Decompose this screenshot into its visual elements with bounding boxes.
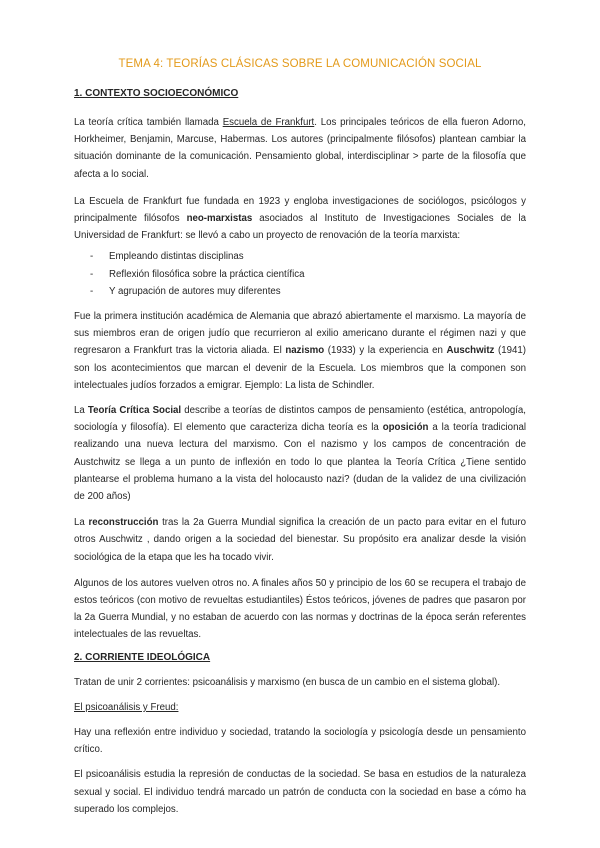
document-body [74,86,526,818]
list-item: - Empleando distintas disciplinas [90,251,244,263]
paragraph: Tratan de unir 2 corrientes: psicoanálisis y marxismo (en busca de un cambio en el sistema global). [74,676,501,688]
frankfurt-link: Escuela de Frankfurt [222,117,315,128]
subheading: El psicoanálisis y Freud: [74,701,179,713]
paragraph: La Escuela de Frankfurt fue fundada en 1923 y engloba investigaciones de sociólogos, psicólogos y principalmente filósofos neo-marxistas asociados al Instituto de Investigaciones Sociales de la Universidad de Frankfurt: se llevó a cabo un proyecto de renovación de la teoría marxista: [74,195,526,242]
section-1-heading: 1. CONTEXTO SOCIOECONÓMICO [74,88,239,99]
list-item: - Reflexión filosófica sobre la práctica científica [90,268,305,280]
paragraph: Fue la primera institución académica de Alemania que abrazó abiertamente el marxismo. La mayoría de sus miembros eran de origen judío que recurrieron al exilio americano durante el régimen nazi y que regresaron a Frankfurt tras la victoria aliada. El nazismo (1933) y la experiencia en Auschwitz (1941) son los acontecimientos que marcan el devenir de la Escuela. Los miembros que la componen son intelectuales judíos forzados a emigrar. Ejemplo: La lista de Schindler. [74,311,526,391]
paragraph: La teoría crítica también llamada Escuela de Frankfurt. Los principales teóricos de ella fueron Adorno, Horkheimer, Benjamin, Marcuse, Habermas. Los autores (principalmente filósofos) plantean cambiar la situación dominante de la comunicación. Pensamiento global, interdisciplinar > parte de la filosofía que afecta a lo social. [74,117,526,180]
paragraph: La Teoría Crítica Social describe a teorías de distintos campos de pensamiento (estética, antropología, sociología y filosofía). El elemento que caracteriza dicha teoría es la oposición a la teoría tradicional realizando una nueva lectura del marxismo. Con el nazismo y los campos de concentración de Austchwitz se llega a un punto de inflexión en todo lo que plantea la Teoría Crítica ¿Tiene sentido plantearse el problema humano a la vista del holocausto nazi? (dudan de la validez de una civilización de 200 años) [74,405,527,503]
bullet-list [74,248,526,300]
paragraph: Algunos de los autores vuelven otros no. A finales años 50 y principio de los 60 se recupera el trabajo de estos teóricos (con motivo de revueltas estudiantiles) Éstos teóricos, jóvenes de padres que pasaron por la 2a Guerra Mundial, y no estaban de acuerdo con las normas y doctrinas de la época serán referentes intelectuales de las revueltas. [74,577,526,641]
document-title: TEMA 4: TEORÍAS CLÁSICAS SOBRE LA COMUNICACIÓN SOCIAL [118,58,482,70]
paragraph: El psicoanálisis estudia la represión de conductas de la sociedad. Se basa en estudios de la naturaleza sexual y social. El individuo tendrá marcado un patrón de conducta con la sociedad en base a cómo ha superado los complejos. [74,769,526,815]
paragraph: La reconstrucción tras la 2a Guerra Mundial significa la creación de un pacto para evitar en el futuro otros Auschwitz , dando origen a la sociedad del bienestar. Su propósito era analizar desde la visión sociológica de la etapa que les ha tocado vivir. [74,517,526,563]
section-2-heading: 2. CORRIENTE IDEOLÓGICA [74,651,211,663]
paragraph: Hay una reflexión entre individuo y sociedad, tratando la sociología y psicología desde un pensamiento crítico. [74,726,526,756]
list-item: - Y agrupación de autores muy diferentes [90,285,281,297]
